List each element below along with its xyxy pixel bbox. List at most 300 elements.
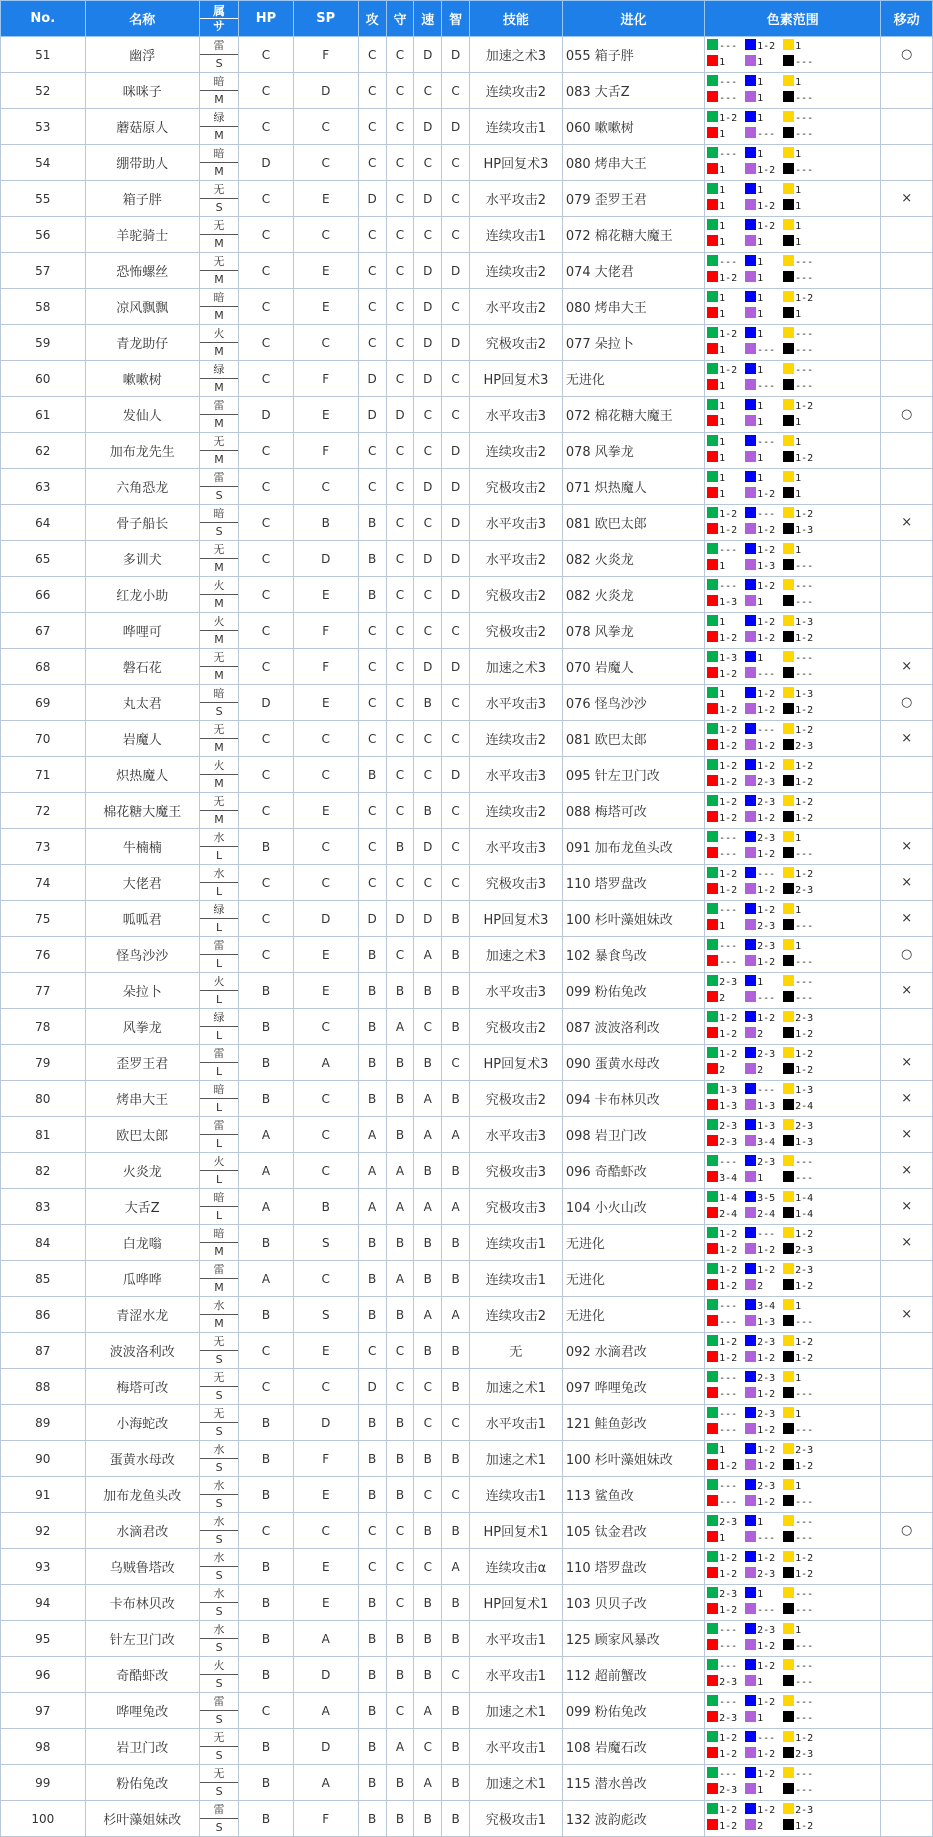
cell-hp: C [239,181,294,217]
green-swatch [707,615,718,626]
color-range-value: --- [719,1480,738,1492]
red-swatch [707,1423,718,1434]
cell-spd: C [414,1729,442,1765]
color-range-value: 1-2 [795,812,814,824]
cell-evolution: 096 奇酷虾改 [562,1153,704,1189]
green-swatch [707,507,718,518]
cell-def: B [386,1477,414,1513]
cell-sp: D [293,1657,358,1693]
cell-move [881,1441,933,1477]
color-group [707,1135,745,1151]
table-row [1,109,933,145]
color-group [745,1819,783,1835]
cell-move: × [881,1081,933,1117]
cell-skill: 究极攻击2 [470,577,563,613]
color-group [707,1803,745,1819]
color-group [783,75,821,91]
color-group [745,255,783,271]
color-line [707,739,880,755]
cell-move: × [881,973,933,1009]
cell-color-range [705,1297,881,1333]
cell-evolution: 081 欧巴太郎 [562,721,704,757]
color-range-value: 2-3 [795,740,814,752]
cell-spd: D [414,469,442,505]
cell-color-range [705,145,881,181]
cell-no: 90 [1,1441,86,1477]
cell-attribute [199,73,238,109]
color-group [707,1659,745,1675]
cell-int: B [442,1153,470,1189]
cell-atk: C [358,1549,386,1585]
cell-evolution: 092 水滴君改 [562,1333,704,1369]
color-line [707,559,880,575]
table-row [1,1405,933,1441]
purple-swatch [745,487,756,498]
color-range-value: --- [719,1424,738,1436]
color-range-value: 3-4 [757,1300,776,1312]
cell-atk: A [358,1153,386,1189]
cell-element: 水 [200,1621,238,1639]
cell-attribute [199,613,238,649]
cell-hp: C [239,937,294,973]
color-range-value: 1 [757,112,764,124]
cell-move: × [881,1189,933,1225]
cell-hp: C [239,541,294,577]
color-line [707,1099,880,1115]
cell-move [881,1657,933,1693]
color-range-value: 1 [795,148,802,160]
cell-size: S [215,1425,223,1438]
yellow-swatch [783,507,794,518]
yellow-swatch [783,1371,794,1382]
purple-swatch [745,1675,756,1686]
color-range-value: --- [757,344,776,356]
cell-spd: D [414,361,442,397]
cell-element: 暗 [200,73,238,91]
color-range-value: 1 [757,472,764,484]
cell-def: A [386,1009,414,1045]
yellow-swatch [783,795,794,806]
cell-skill: 连续攻击α [470,1549,563,1585]
color-group [707,543,745,559]
cell-attribute [199,1261,238,1297]
color-group [707,219,745,235]
color-range-value: 1 [757,976,764,988]
cell-atk: B [358,1765,386,1801]
purple-swatch [745,991,756,1002]
cell-name: 凉风飘飘 [85,289,199,325]
color-group [745,1603,783,1619]
color-range-value: 1-2 [757,488,776,500]
color-range-value: 1-2 [795,1028,814,1040]
purple-swatch [745,271,756,282]
color-range-value: 1-2 [719,1048,738,1060]
color-group [707,523,745,539]
table-row [1,433,933,469]
cell-move: ○ [881,37,933,73]
yellow-swatch [783,255,794,266]
cell-def: C [386,649,414,685]
cell-spd: C [414,73,442,109]
color-range-value: --- [719,148,738,160]
cell-no: 54 [1,145,86,181]
red-swatch [707,1027,718,1038]
cell-spd: C [414,1369,442,1405]
color-group [707,1207,745,1223]
color-range-value: 1-2 [757,220,776,232]
red-swatch [707,1783,718,1794]
yellow-swatch [783,579,794,590]
color-group [707,1243,745,1259]
cell-no: 75 [1,901,86,937]
cell-attribute [199,937,238,973]
cell-sp: E [293,397,358,433]
color-group [745,271,783,287]
color-group [745,1423,783,1439]
color-group [783,1387,821,1403]
blue-swatch [745,219,756,230]
color-group [783,559,821,575]
cell-hp: C [239,109,294,145]
color-line [707,1063,880,1079]
color-line [707,127,880,143]
red-swatch [707,307,718,318]
color-group [745,1351,783,1367]
cell-skill: 水平攻击3 [470,973,563,1009]
cell-int: B [442,1621,470,1657]
color-range-value: --- [795,1660,814,1672]
cell-attribute [199,901,238,937]
cell-sp: C [293,1369,358,1405]
cell-name: 幽浮 [85,37,199,73]
color-group [707,1495,745,1511]
cell-skill: 连续攻击1 [470,109,563,145]
purple-swatch [745,667,756,678]
cell-name: 加布龙先生 [85,433,199,469]
color-range-value: 2-3 [757,1156,776,1168]
color-group [783,523,821,539]
color-range-value: 1 [795,832,802,844]
yellow-swatch [783,1551,794,1562]
color-range-value: --- [757,1732,776,1744]
table-row [1,181,933,217]
color-range-value: 1-2 [757,1352,776,1364]
color-line [707,1659,880,1675]
cell-size: L [215,957,223,970]
cell-move [881,613,933,649]
header-skill: 技能 [470,1,563,37]
cell-no: 68 [1,649,86,685]
color-range-value: 3-5 [757,1192,776,1204]
color-range-value: 1-2 [795,1352,814,1364]
color-range-value: 2-3 [757,1624,776,1636]
color-range-value: 1 [757,416,764,428]
color-line [707,723,880,739]
cell-element: 绿 [200,1009,238,1027]
black-swatch [783,487,794,498]
red-swatch [707,1243,718,1254]
cell-atk: D [358,181,386,217]
color-range-value: --- [757,724,776,736]
color-group [783,739,821,755]
cell-color-range [705,505,881,541]
cell-def: B [386,1117,414,1153]
color-group [745,219,783,235]
table-row [1,649,933,685]
cell-hp: B [239,1477,294,1513]
cell-color-range [705,1009,881,1045]
color-group [745,1767,783,1783]
color-range-value: --- [719,1156,738,1168]
color-range-value: 2-3 [795,1444,814,1456]
cell-def: C [386,433,414,469]
table-row [1,145,933,181]
color-range-value: 1 [757,400,764,412]
black-swatch [783,1351,794,1362]
cell-hp: C [239,757,294,793]
red-swatch [707,1567,718,1578]
purple-swatch [745,451,756,462]
red-swatch [707,919,718,930]
color-range-value: 1 [719,220,726,232]
cell-element: 雷 [200,469,238,487]
cell-evolution: 055 箱子胖 [562,37,704,73]
color-group [745,415,783,431]
color-range-value: 1-3 [719,1100,738,1112]
color-line [707,163,880,179]
blue-swatch [745,1011,756,1022]
cell-def: B [386,1621,414,1657]
color-group [707,919,745,935]
cell-evolution: 097 哗哩兔改 [562,1369,704,1405]
cell-atk: C [358,325,386,361]
green-swatch [707,1695,718,1706]
cell-evolution: 083 大舌Z [562,73,704,109]
blue-swatch [745,1371,756,1382]
cell-skill: 连续攻击2 [470,793,563,829]
color-range-value: 1-2 [795,1336,814,1348]
cell-skill: 究极攻击2 [470,469,563,505]
cell-atk: C [358,217,386,253]
cell-int: B [442,1009,470,1045]
red-swatch [707,1279,718,1290]
red-swatch [707,667,718,678]
header-move: 移动 [881,1,933,37]
yellow-swatch [783,867,794,878]
color-range-value: 1-2 [795,724,814,736]
color-line [707,1047,880,1063]
cell-no: 51 [1,37,86,73]
green-swatch [707,363,718,374]
blue-swatch [745,579,756,590]
color-range-value: 1-2 [795,1064,814,1076]
color-range-value: 1 [719,452,726,464]
color-group [707,687,745,703]
purple-swatch [745,1315,756,1326]
color-group [745,55,783,71]
cell-sp: C [293,1513,358,1549]
color-range-value: --- [795,256,814,268]
color-group [707,1531,745,1547]
color-range-value: --- [795,560,814,572]
color-range-value: 1 [719,488,726,500]
yellow-swatch [783,1803,794,1814]
header-colors: 色素范围 [705,1,881,37]
cell-color-range [705,1441,881,1477]
color-line [707,75,880,91]
cell-sp: F [293,1801,358,1837]
color-range-value: --- [757,668,776,680]
color-line [707,1227,880,1243]
cell-sp: B [293,1189,358,1225]
black-swatch [783,1099,794,1110]
cell-spd: C [414,433,442,469]
color-range-value: 1 [719,292,726,304]
color-line [707,379,880,395]
color-group [745,1243,783,1259]
cell-hp: A [239,1261,294,1297]
cell-hp: C [239,721,294,757]
yellow-swatch [783,75,794,86]
cell-sp: D [293,901,358,937]
cell-atk: B [358,1729,386,1765]
cell-spd: D [414,181,442,217]
color-line [707,1587,880,1603]
color-group [745,1191,783,1207]
cell-def: C [386,1585,414,1621]
green-swatch [707,1803,718,1814]
color-group [745,111,783,127]
color-range-value: 1-3 [795,616,814,628]
color-line [707,1747,880,1763]
cell-atk: A [358,1189,386,1225]
color-group [783,111,821,127]
purple-swatch [745,1063,756,1074]
table-row [1,793,933,829]
color-range-value: --- [719,76,738,88]
color-range-value: 1 [719,920,726,932]
color-range-value: 1 [795,472,802,484]
cell-color-range [705,685,881,721]
cell-attribute [199,1225,238,1261]
color-group [745,1315,783,1331]
color-range-value: 1 [795,40,802,52]
color-line [707,343,880,359]
color-group [745,1515,783,1531]
blue-swatch [745,1263,756,1274]
color-range-value: --- [795,1784,814,1796]
cell-move [881,1333,933,1369]
table-row [1,1297,933,1333]
color-range-value: --- [795,848,814,860]
color-group [707,1335,745,1351]
blue-swatch [745,183,756,194]
cell-def: C [386,1333,414,1369]
black-swatch [783,1027,794,1038]
green-swatch [707,831,718,842]
color-group [707,955,745,971]
cell-int: A [442,1297,470,1333]
color-range-value: 1-2 [795,704,814,716]
color-range-value: 1-2 [719,760,738,772]
cell-size: L [215,885,223,898]
cell-color-range [705,289,881,325]
cell-no: 79 [1,1045,86,1081]
color-range-value: 1 [719,56,726,68]
color-group [783,1783,821,1799]
purple-swatch [745,955,756,966]
blue-swatch [745,1155,756,1166]
color-group [707,147,745,163]
color-group [707,255,745,271]
color-group [745,1731,783,1747]
cell-atk: B [358,1297,386,1333]
color-group [783,1371,821,1387]
color-range-value: --- [757,1228,776,1240]
cell-name: 红龙小助 [85,577,199,613]
color-range-value: 1 [795,236,802,248]
blue-swatch [745,723,756,734]
black-swatch [783,595,794,606]
red-swatch [707,847,718,858]
color-range-value: --- [757,380,776,392]
black-swatch [783,1279,794,1290]
cell-size: M [214,813,224,826]
color-line [707,307,880,323]
cell-spd: A [414,1765,442,1801]
cell-element: 火 [200,577,238,595]
cell-evolution: 082 火炎龙 [562,541,704,577]
cell-def: B [386,1441,414,1477]
cell-name: 波波洛利改 [85,1333,199,1369]
color-group [745,939,783,955]
color-range-value: 1-2 [757,848,776,860]
cell-hp: C [239,901,294,937]
cell-spd: B [414,793,442,829]
color-group [707,1639,745,1655]
purple-swatch [745,703,756,714]
cell-attribute [199,1801,238,1837]
cell-hp: C [239,361,294,397]
color-group [783,651,821,667]
cell-def: C [386,109,414,145]
color-line [707,1207,880,1223]
color-group [707,1011,745,1027]
color-group [745,1011,783,1027]
cell-no: 83 [1,1189,86,1225]
cell-name: 火炎龙 [85,1153,199,1189]
black-swatch [783,451,794,462]
cell-attribute [199,577,238,613]
color-group [707,1027,745,1043]
color-line [707,579,880,595]
cell-move [881,1261,933,1297]
color-line [707,235,880,251]
cell-move [881,325,933,361]
cell-element: 雷 [200,397,238,415]
color-line [707,847,880,863]
color-range-value: --- [795,1696,814,1708]
red-swatch [707,1063,718,1074]
yellow-swatch [783,939,794,950]
red-swatch [707,199,718,210]
cell-hp: D [239,397,294,433]
black-swatch [783,235,794,246]
color-range-value: 1-2 [795,508,814,520]
cell-atk: B [358,1441,386,1477]
color-range-value: 1-2 [795,1048,814,1060]
cell-atk: A [358,1117,386,1153]
